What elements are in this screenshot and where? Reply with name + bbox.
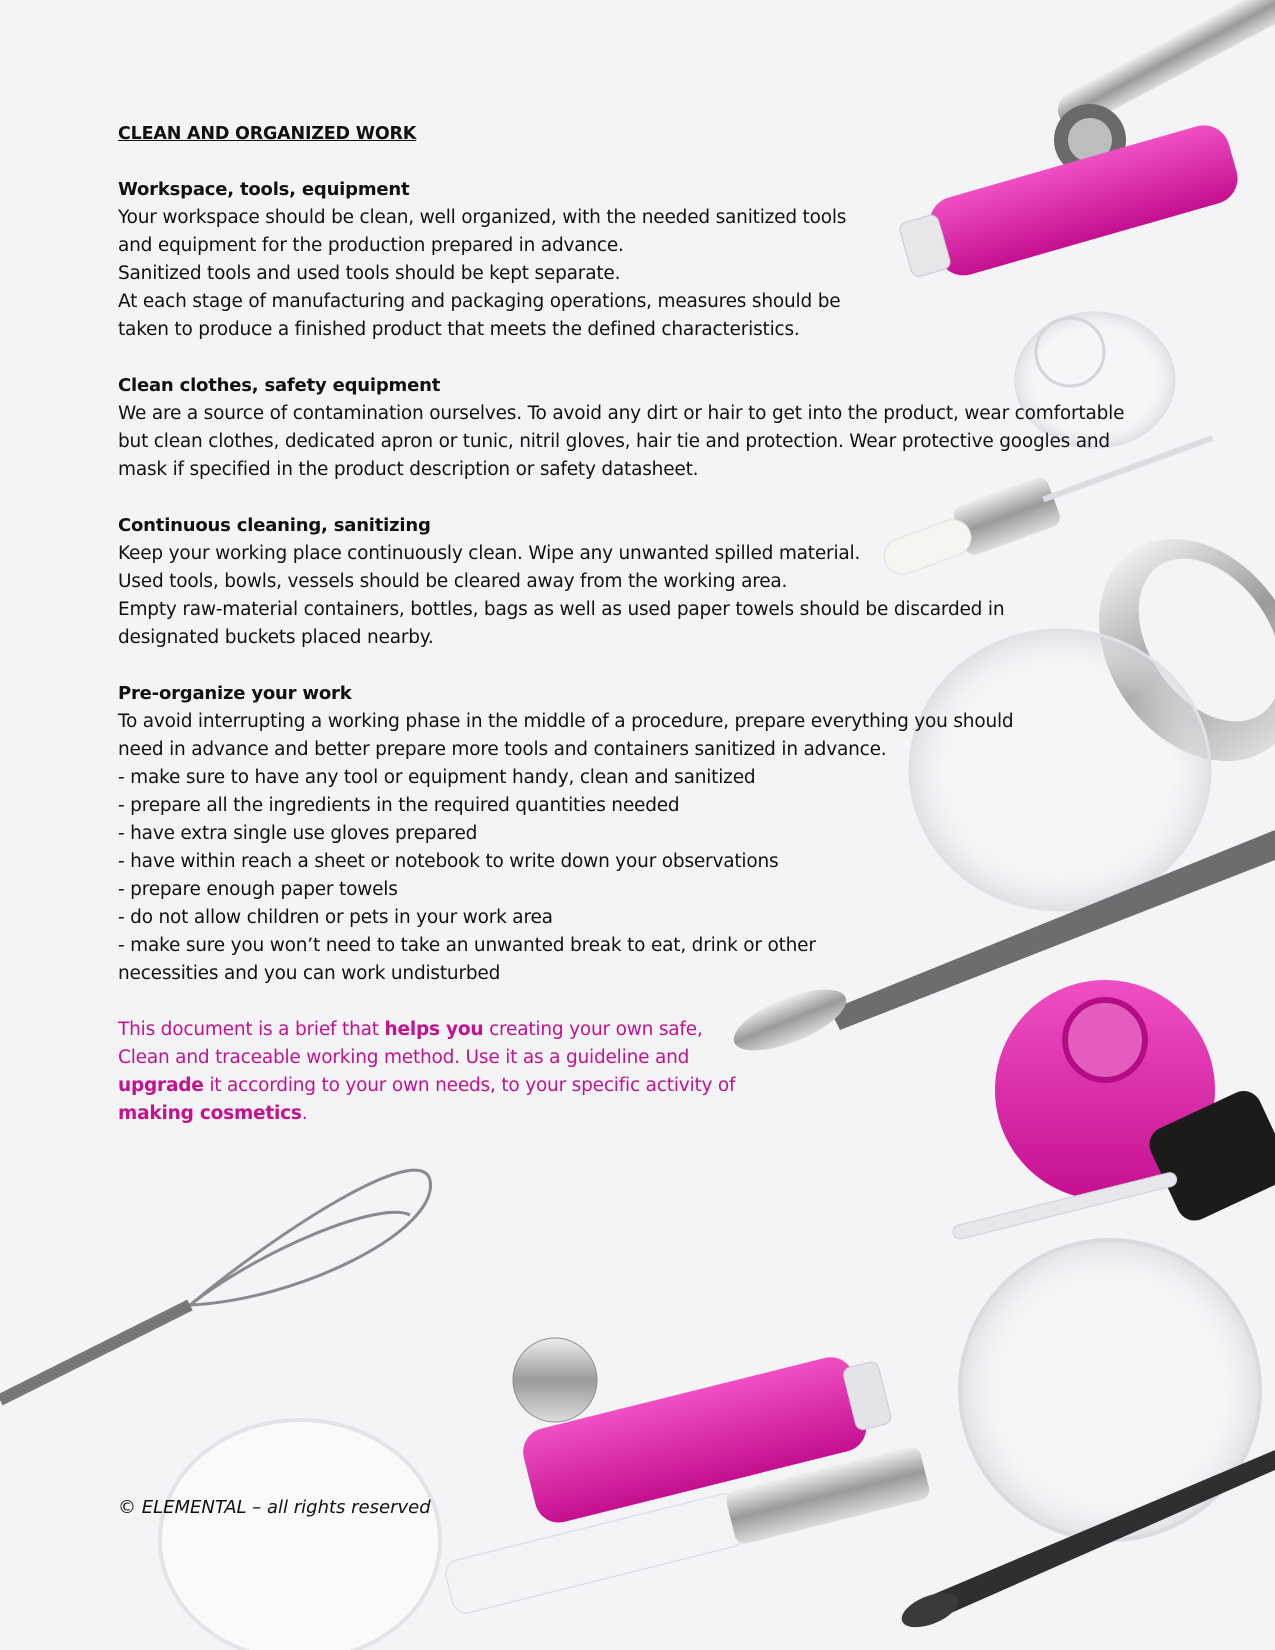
list-item: - prepare enough paper towels <box>118 879 398 900</box>
section-pre-organize <box>118 680 1178 988</box>
paragraph-line: Empty raw-material containers, bottles, bags as well as used paper towels should be discarded in <box>118 599 1005 620</box>
document-body <box>118 120 1178 1147</box>
brief-text: creating your own safe, Clean and traceable working method. Use it as a guideline and <box>118 1019 703 1068</box>
silver-cap <box>513 1338 597 1422</box>
paragraph-line: We are a source of contamination ourselves. To avoid any dirt or hair to get into the product, wear comfortable <box>118 403 1125 424</box>
list-item: necessities and you can work undisturbed <box>118 963 501 984</box>
paragraph-line: designated buckets placed nearby. <box>118 627 434 648</box>
paragraph-line: To avoid interrupting a working phase in the middle of a procedure, prepare everything you should <box>118 711 1014 732</box>
page-title: CLEAN AND ORGANIZED WORK <box>118 124 417 144</box>
paragraph-line: need in advance and better prepare more tools and containers sanitized in advance. <box>118 739 887 760</box>
list-item: - make sure to have any tool or equipment handy, clean and sanitized <box>118 767 756 788</box>
paragraph-line: Keep your working place continuously clean. Wipe any unwanted spilled material. <box>118 543 861 564</box>
list-item: - do not allow children or pets in your work area <box>118 907 553 928</box>
section-continuous-cleaning <box>118 512 1178 652</box>
brief-emphasis: helps you <box>384 1019 484 1040</box>
paragraph-line: but clean clothes, dedicated apron or tunic, nitril gloves, hair tie and protection. Wear protective googles and <box>118 431 1110 452</box>
paragraph-line: mask if specified in the product description or safety datasheet. <box>118 459 699 480</box>
section-heading: Pre-organize your work <box>118 683 352 704</box>
section-clean-clothes <box>118 372 1178 484</box>
paragraph-line: Used tools, bowls, vessels should be cleared away from the working area. <box>118 571 788 592</box>
section-heading: Workspace, tools, equipment <box>118 179 410 200</box>
brief-note <box>118 1016 738 1128</box>
paragraph-line: and equipment for the production prepared in advance. <box>118 235 624 256</box>
copyright-footer: © ELEMENTAL – all rights reserved <box>118 1497 431 1518</box>
brief-emphasis: making cosmetics <box>118 1103 302 1124</box>
section-heading: Clean clothes, safety equipment <box>118 375 441 396</box>
section-workspace <box>118 176 1178 344</box>
list-item: - prepare all the ingredients in the required quantities needed <box>118 795 680 816</box>
cream-jar <box>160 1420 440 1650</box>
paragraph-line: taken to produce a finished product that meets the defined characteristics. <box>118 319 800 340</box>
brief-text: This document is a brief that <box>118 1019 385 1040</box>
paragraph-line: Sanitized tools and used tools should be kept separate. <box>118 263 621 284</box>
brief-text: it according to your own needs, to your specific activity of <box>203 1075 736 1096</box>
list-item: - have extra single use gloves prepared <box>118 823 478 844</box>
section-heading: Continuous cleaning, sanitizing <box>118 515 431 536</box>
list-item: - have within reach a sheet or notebook to write down your observations <box>118 851 779 872</box>
brief-emphasis: upgrade <box>118 1075 204 1096</box>
paragraph-line: Your workspace should be clean, well organized, with the needed sanitized tools <box>118 207 847 228</box>
mini-whisk <box>0 1170 431 1400</box>
paragraph-line: At each stage of manufacturing and packaging operations, measures should be <box>118 291 841 312</box>
brief-text: . <box>301 1103 308 1124</box>
list-item: - make sure you won’t need to take an unwanted break to eat, drink or other <box>118 935 816 956</box>
